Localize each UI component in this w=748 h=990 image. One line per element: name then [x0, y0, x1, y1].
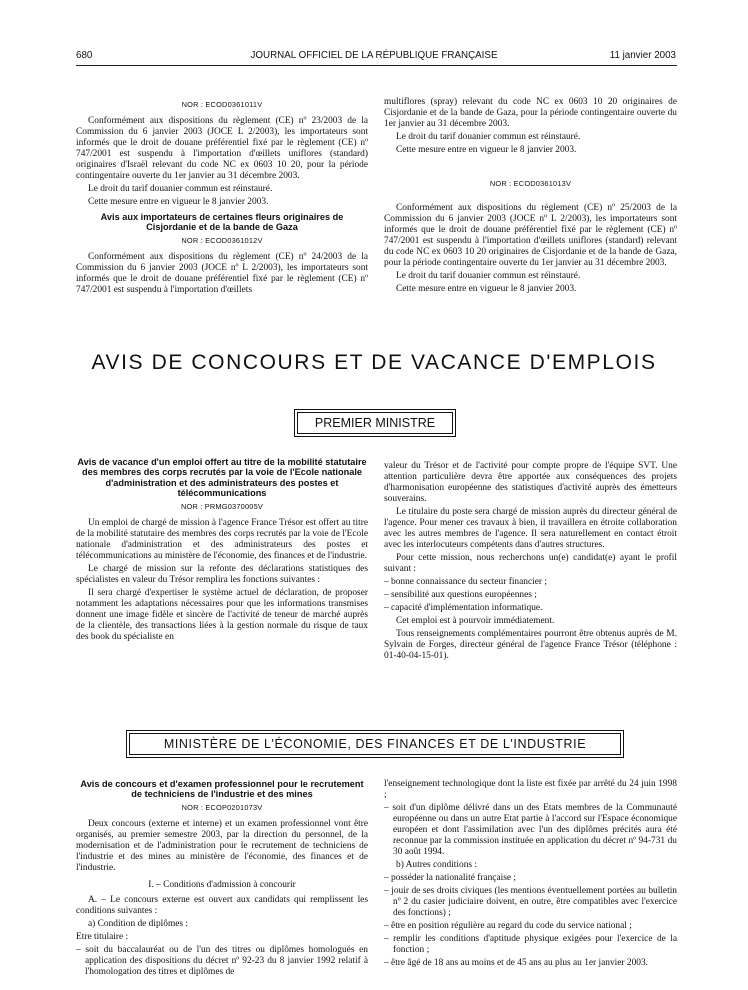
- notice-title: Avis de concours et d'examen professionnel pour le recrutement de techniciens de l'industrie et des mines: [80, 779, 364, 800]
- section-box-label: MINISTÈRE DE L'ÉCONOMIE, DES FINANCES ET DE L'INDUSTRIE: [163, 737, 587, 751]
- paragraph: Conformément aux dispositions du règlement (CE) nº 24/2003 de la Commission du 6 janvier 2003 (JOCE nº L 2/2003), les importateurs sont informés que le droit de douane préférentiel fixé par le règlement (CE) nº 747/2001 est suspendu à l'importation d'œillets: [76, 251, 368, 295]
- header-rule: [76, 65, 677, 66]
- list-item: – sensibilité aux questions européennes ;: [384, 590, 537, 600]
- section-box-label: PREMIER MINISTRE: [314, 416, 436, 430]
- paragraph: Pour cette mission, nous recherchons un(e) candidat(e) ayant le profil suivant :: [384, 553, 677, 574]
- mid-left-column: [76, 457, 368, 645]
- paragraph: Le droit du tarif douanier commun est réinstauré.: [88, 184, 273, 194]
- journal-title: JOURNAL OFFICIEL DE LA RÉPUBLIQUE FRANÇAISE: [250, 50, 498, 61]
- bottom-right-column: [384, 779, 677, 971]
- list-item: – capacité d'implémentation informatique.: [384, 603, 543, 613]
- paragraph: Il sera chargé d'expertiser le système actuel de déclaration, de proposer notamment les adaptations nécessaires pour que les informations transmises donnent une image fidèle et sincère de l'activité de teneur de marché auprès de la clientèle, des transactions liées à la gestion normale du risque de taux des book du spécialiste en: [76, 587, 368, 642]
- paragraph: Le titulaire du poste sera chargé de mission auprès du directeur général de l'agence. Pour mener ces travaux à bien, il travaillera en étroite collaboration avec les autres membres de l'agence. Il sera naturellement en contact étroit avec les interlocuteurs compétents dans d'autres structures.: [384, 507, 677, 550]
- paragraph: Cette mesure entre en vigueur le 8 janvier 2003.: [396, 284, 577, 294]
- paragraph: Cette mesure entre en vigueur le 8 janvier 2003.: [396, 145, 577, 155]
- issue-date: 11 janvier 2003: [609, 50, 676, 61]
- list-item: – jouir de ses droits civiques (les mentions éventuellement portées au bulletin nº 2 du casier judiciaire doivent, en outre, être compatibles avec l'exercice des fonctions) ;: [384, 886, 677, 918]
- notice-title: Avis aux importateurs de certaines fleurs originaires de Cisjordanie et de la bande de Gaza: [100, 212, 344, 233]
- list-item: – être âgé de 18 ans au moins et de 45 ans au plus au 1er janvier 2003.: [384, 958, 648, 968]
- paragraph: Conformément aux dispositions du règlement (CE) nº 23/2003 de la Commission du 6 janvier 2003 (JOCE L 2/2003), les importateurs sont informés que le droit de douane préférentiel fixé par le règlement (CE) nº 747/2001 est suspendu à l'importation d'œillets uniflores (standard) originaires d'Israël relevant du code NC ex 0603 10 20, pour la période contingentaire ouverte du 1er janvier au 31 décembre 2003.: [76, 116, 368, 181]
- nor-reference: NOR : ECOD0361011V: [181, 100, 263, 109]
- paragraph: Conformément aux dispositions du règlement (CE) nº 25/2003 de la Commission du 6 janvier 2003 (JOCE nº L 2/2003), les importateurs sont informés que le droit de douane préférentiel fixé par le règlement (CE) nº 747/2001 est suspendu à l'importation d'œillets uniflores (standard) relevant du code NC ex 0603 10 20 originaires de Cisjordanie et de la bande de Gaza, pour la période contingentaire ouverte du 1er janvier au 31 décembre 2003.: [384, 203, 677, 268]
- paragraph: Deux concours (externe et interne) et un examen professionnel vont être organisés, au premier semestre 2003, par la direction du personnel, de la modernisation et de l'administration pour le recrutement de techniciens de l'industrie et des mines au ministère de l'économie, des finances et de l'industrie.: [76, 818, 368, 873]
- paragraph: Cet emploi est à pourvoir immédiatement.: [396, 616, 555, 626]
- paragraph: A. – Le concours externe est ouvert aux candidats qui remplissent les conditions suivantes :: [76, 894, 368, 916]
- list-item: – soit du baccalauréat ou de l'un des titres ou diplômes homologués en application des dispositions du décret nº 92-23 du 8 janvier 1992 relatif à l'homologation des titres et diplômes de: [76, 944, 368, 977]
- list-item: – être en position régulière au regard du code du service national ;: [384, 921, 632, 931]
- paragraph: Tous renseignements complémentaires pourront être obtenus auprès de M. Sylvain de Forges, directeur général de l'agence France Trésor (téléphone : 01-40-04-15-01).: [384, 629, 677, 661]
- section-box-ministere: [126, 730, 624, 758]
- paragraph: a) Condition de diplômes :: [88, 918, 188, 929]
- paragraph: Le droit du tarif douanier commun est réinstauré.: [396, 271, 581, 281]
- paragraph: b) Autres conditions :: [396, 860, 477, 870]
- main-heading: AVIS DE CONCOURS ET DE VACANCE D'EMPLOIS: [91, 351, 657, 374]
- list-item: – remplir les conditions d'aptitude physique exigées pour l'exercice de la fonction ;: [384, 934, 677, 955]
- top-left-column: [76, 97, 368, 298]
- paragraph: Le chargé de mission sur la refonte des déclarations statistiques des spécialistes en valeur du Trésor remplira les fonctions suivantes :: [76, 563, 368, 585]
- paragraph: Un emploi de chargé de mission à l'agence France Trésor est offert au titre de la mobilité statutaire des membres des corps recrutés par la voie de l'Ecole nationale d'administration et des administrateurs des postes et télécommunications au ministère de l'économie, des finances et de l'industrie.: [76, 517, 368, 561]
- list-item: – soit d'un diplôme délivré dans un des Etats membres de la Communauté européenne ou dans un autre Etat partie à l'accord sur l'Espace économique européen et dont l'assimilation avec l'un des diplômes précités aura été reconnue par la commission instituée en application du décret nº 94-731 du 30 août 1994.: [384, 803, 677, 857]
- nor-reference: NOR : ECOD0361012V: [181, 235, 263, 245]
- list-item: – bonne connaissance du secteur financier ;: [384, 577, 547, 587]
- paragraph: l'enseignement technologique dont la liste est fixée par arrêté du 24 juin 1998 ;: [384, 779, 677, 800]
- nor-reference: NOR : ECOP0201073V: [181, 802, 263, 812]
- paragraph: multiflores (spray) relevant du code NC ex 0603 10 20 originaires de Cisjordanie et de la bande de Gaza, pour la période contingentaire ouverte du 1er janvier au 31 décembre 2003.: [384, 97, 677, 129]
- paragraph: Cette mesure entre en vigueur le 8 janvier 2003.: [88, 197, 269, 207]
- section-box-premier-ministre: [294, 409, 456, 437]
- top-right-column: [384, 97, 677, 297]
- paragraph: Etre titulaire :: [76, 931, 129, 942]
- mid-right-column: [384, 461, 677, 664]
- paragraph: Le droit du tarif douanier commun est réinstauré.: [396, 132, 581, 142]
- section-heading: I. – Conditions d'admission à concourir: [148, 879, 296, 890]
- nor-reference: NOR : ECOD0361013V: [489, 179, 572, 188]
- paragraph: valeur du Trésor et de l'activité pour compte propre de l'équipe SVT. Une attention particulière devra être apportée aux conséquences des projets d'harmonisation européenne des statistiques d'activité auprès des émetteurs souverains.: [384, 461, 677, 504]
- bottom-left-column: [76, 779, 368, 980]
- nor-reference: NOR : PRMG0370005V: [180, 501, 264, 511]
- list-item: – posséder la nationalité française ;: [384, 873, 516, 883]
- page-number: 680: [76, 50, 93, 61]
- notice-title: Avis de vacance d'un emploi offert au titre de la mobilité statutaire des membres des corps recrutés par la voie de l'Ecole nationale d'administration et des administrateurs des postes et télécommunications: [77, 457, 367, 499]
